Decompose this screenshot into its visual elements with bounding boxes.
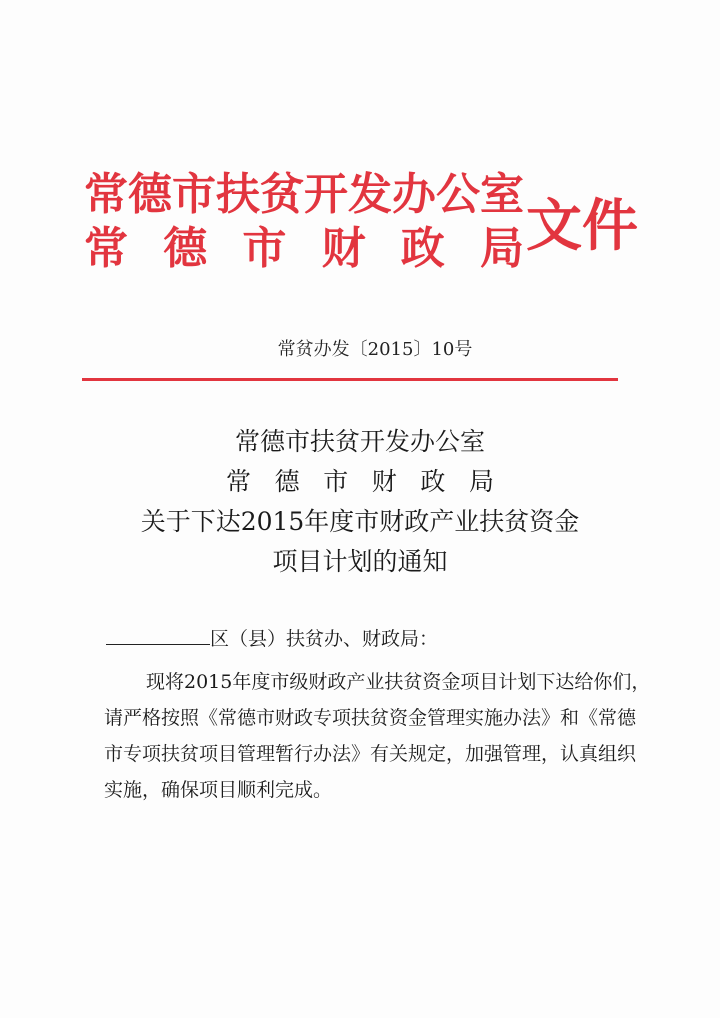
letterhead-char: 室 [480, 169, 524, 220]
salutation [106, 624, 438, 653]
title-line-1: 常德市扶贫开发办公室 [234, 427, 485, 456]
letterhead-char: 市 [172, 169, 216, 220]
recipient-blank [106, 624, 210, 645]
letterhead-char: 发 [348, 169, 392, 220]
body-paragraph [104, 664, 664, 808]
letterhead-char: 政 [400, 223, 445, 274]
red-divider-line [82, 378, 618, 381]
letterhead-char: 德 [128, 169, 172, 220]
letterhead-char: 常 [84, 223, 128, 274]
body-line-3: 市专项扶贫项目管理暂行办法》有关规定，加强管理，认真组织 [104, 743, 637, 765]
letterhead-char: 贫 [260, 169, 304, 220]
letterhead-doc-type: 文件 [526, 193, 638, 259]
letterhead-char: 公 [436, 169, 480, 220]
document-number: 常贫办发〔2015〕10号 [277, 339, 473, 360]
letterhead-char: 办 [392, 169, 436, 220]
letterhead-issuer-poverty-office [84, 168, 524, 222]
letterhead-char: 开 [304, 169, 348, 220]
title-line-2 [226, 462, 494, 502]
title-char: 局 [468, 467, 494, 496]
body-line-1: 现将2015年度市级财政产业扶贫资金项目计划下达给你们， [146, 671, 651, 693]
title-char: 市 [323, 467, 349, 496]
title-line-3: 关于下达2015年度市财政产业扶贫资金 [140, 507, 580, 536]
title-char: 德 [274, 467, 300, 496]
letterhead-char: 市 [242, 223, 287, 274]
title-line-4: 项目计划的通知 [272, 547, 448, 576]
letterhead-char: 常 [84, 169, 128, 220]
title-char: 常 [226, 467, 252, 496]
title-char: 财 [371, 467, 397, 496]
letterhead-char: 局 [479, 223, 524, 274]
letterhead-issuer-finance-bureau [84, 222, 524, 276]
body-line-4: 实施，确保项目顺利完成。 [104, 779, 333, 801]
letterhead-char: 扶 [216, 169, 260, 220]
document-title [120, 422, 600, 582]
letterhead-char: 财 [321, 223, 366, 274]
salutation-text: 区（县）扶贫办、财政局： [210, 628, 439, 650]
letterhead-issuers [84, 168, 524, 276]
title-char: 政 [420, 467, 446, 496]
body-line-2: 请严格按照《常德市财政专项扶贫资金管理实施办法》和《常德 [104, 707, 637, 729]
letterhead-char: 德 [163, 223, 208, 274]
